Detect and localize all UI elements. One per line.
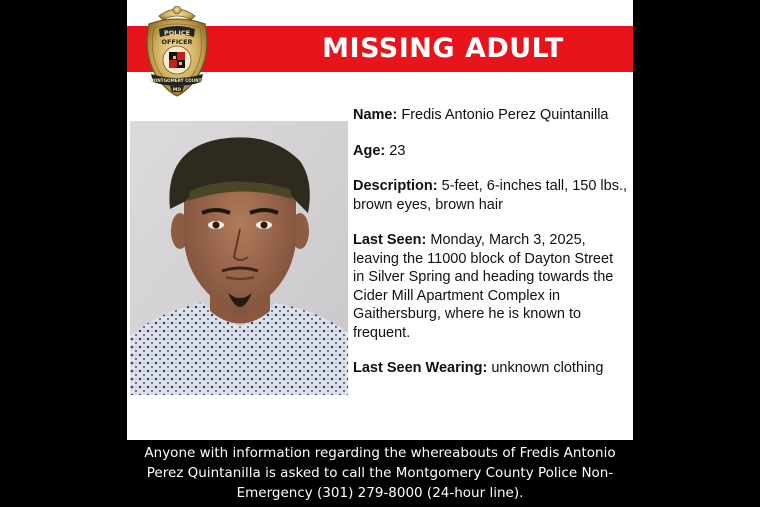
age-row	[353, 142, 628, 161]
name-value: Fredis Antonio Perez Quintanilla	[401, 107, 609, 123]
wearing-value: unknown clothing	[491, 360, 604, 376]
missing-person-poster	[127, 0, 633, 507]
last-seen-row	[353, 231, 628, 342]
svg-text:POLICE: POLICE	[163, 29, 191, 37]
age-label: Age:	[353, 142, 386, 159]
last-seen-label: Last Seen:	[353, 232, 427, 248]
contact-footer	[127, 440, 633, 507]
svg-text:MD: MD	[172, 88, 182, 93]
svg-text:OFFICER: OFFICER	[161, 38, 193, 46]
portrait-photo	[130, 121, 348, 395]
footer-text: Anyone with information regarding the whereabouts of Fredis Antonio Perez Quintanilla is asked to call the Montgomery County Police Non-Emergency (301) 279-8000 (24-hour line).	[144, 445, 616, 501]
wearing-label: Last Seen Wearing:	[353, 360, 488, 376]
name-label: Name:	[353, 107, 398, 123]
age-value: 23	[389, 142, 406, 159]
name-row	[353, 106, 628, 125]
person-details	[353, 106, 628, 395]
police-badge-icon	[137, 2, 217, 98]
description-label: Description:	[353, 178, 438, 194]
description-row	[353, 177, 628, 214]
banner-title: MISSING ADULT	[322, 33, 564, 64]
wearing-row	[353, 359, 628, 378]
svg-text:MONTGOMERY COUNTY: MONTGOMERY COUNTY	[149, 78, 205, 83]
description-value: 5-feet, 6-inches tall, 150 lbs., brown eyes, brown hair	[353, 178, 628, 213]
last-seen-value: Monday, March 3, 2025, leaving the 11000 block of Dayton Street in Silver Spring and heading towards the Cider Mill Apartment Complex in Gaithersburg, where he is known to frequent.	[353, 232, 614, 341]
